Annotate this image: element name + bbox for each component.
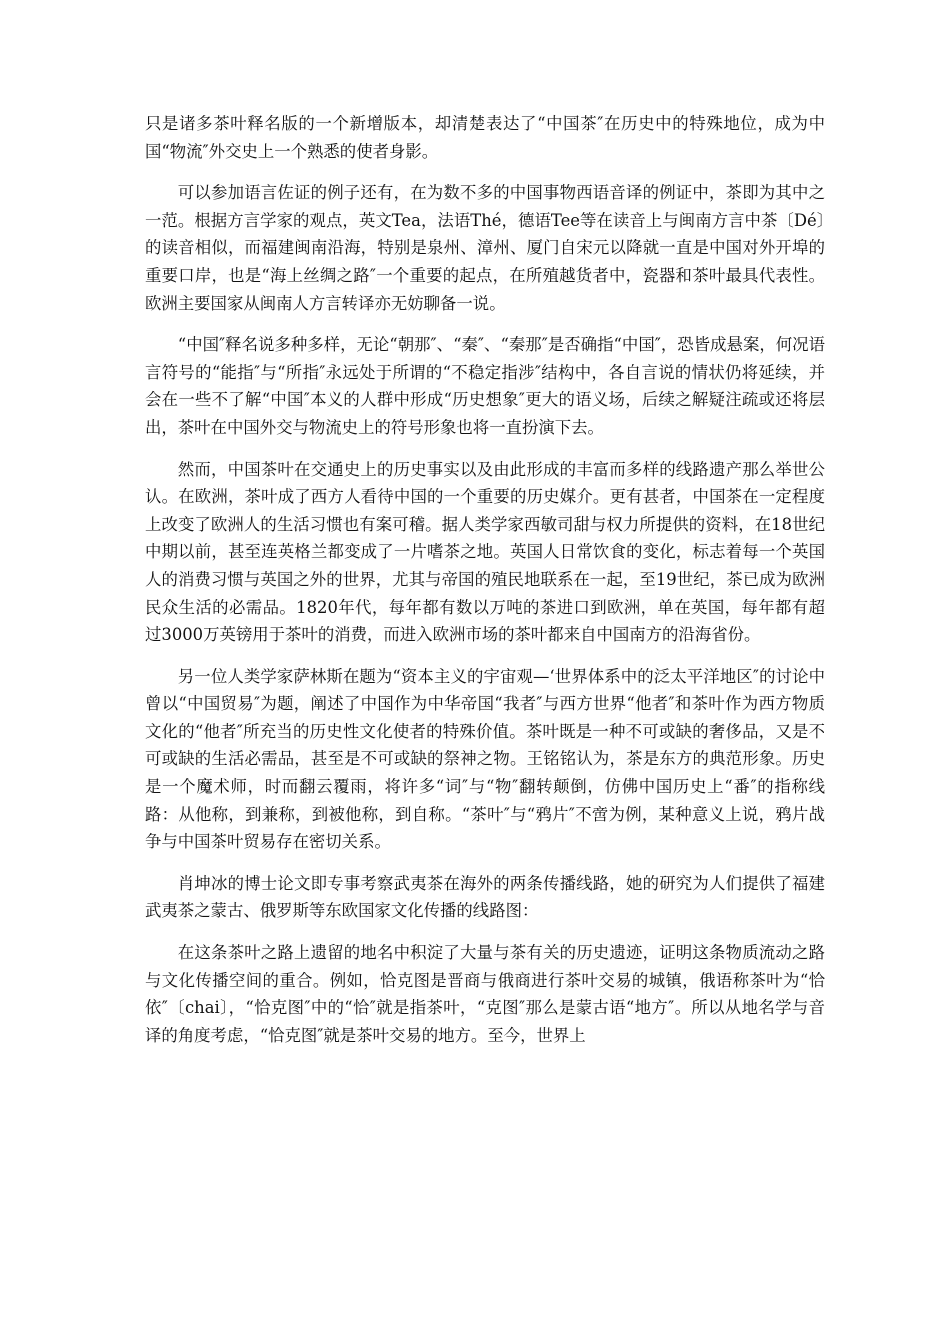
paragraph-2: 可以参加语言佐证的例子还有，在为数不多的中国事物西语音译的例证中，茶即为其中之一范。根据方言学家的观点，英文Tea，法语Thé，德语Tee等在读音上与闽南方言中茶〔Dé〕的读音相似，而福建闽南沿海，特别是泉州、漳州、厦门自宋元以降就一直是中国对外开埠的重要口岸，也是“海上丝绸之路″一个重要的起点，在所殖越货者中，瓷器和茶叶最具代表性。欧洲主要国家从闽南人方言转译亦无妨聊备一说。 [145, 183, 825, 313]
paragraph-4: 然而，中国茶叶在交通史上的历史事实以及由此形成的丰富而多样的线路遗产那么举世公认。在欧洲，茶叶成了西方人看待中国的一个重要的历史媒介。更有甚者，中国茶在一定程度上改变了欧洲人的生活习惯也有案可稽。据人类学家西敏司甜与权力所提供的资料，在18世纪中期以前，甚至连英格兰都变成了一片嗜茶之地。英国人日常饮食的变化，标志着每一个英国人的消费习惯与英国之外的世界，尤其与帝国的殖民地联系在一起，至19世纪，茶已成为欧洲民众生活的必需品。1820年代，每年都有数以万吨的茶进口到欧洲，单在英国，每年都有超过3000万英镑用于茶叶的消费，而进入欧洲市场的茶叶都来自中国南方的沿海省份。 [145, 459, 825, 645]
paragraph-6: 肖坤冰的博士论文即专事考察武夷茶在海外的两条传播线路，她的研究为人们提供了福建武夷茶之蒙古、俄罗斯等东欧国家文化传播的线路图： [145, 873, 825, 921]
paragraph-5: 另一位人类学家萨林斯在题为“资本主义的宇宙观—‘世界体系中的泛太平洋地区″的讨论中曾以“中国贸易″为题，阐述了中国作为中华帝国“我者″与西方世界“他者″和茶叶作为西方物质文化的“他者″所充当的历史性文化使者的特殊价值。茶叶既是一种不可或缺的奢侈品，又是不可或缺的生活必需品，甚至是不可或缺的祭神之物。王铭铭认为，茶是东方的典范形象。历史是一个魔术师，时而翻云覆雨，将许多“词″与“物″翻转颠倒，仿佛中国历史上“番″的指称线路：从他称，到兼称，到被他称，到自称。“茶叶″与“鸦片″不啻为例，某种意义上说，鸦片战争与中国茶叶贸易存在密切关系。 [145, 666, 825, 852]
paragraph-1: 只是诸多茶叶释名版的一个新增版本，却清楚表达了“中国茶″在历史中的特殊地位，成为中国“物流″外交史上一个熟悉的使者身影。 [145, 114, 825, 161]
document-page [145, 110, 825, 1063]
paragraph-3: “中国″释名说多种多样，无论“朝那″、“秦″、“秦那″是否确指“中国″，恐皆成悬案，何况语言符号的“能指″与“所指″永远处于所谓的“不稳定指涉″结构中，各自言说的情状仍将延续，并会在一些不了解“中国″本义的人群中形成“历史想象″更大的语义场，后续之解疑注疏或还将层出，茶叶在中国外交与物流史上的符号形象也将一直扮演下去。 [145, 335, 825, 437]
paragraph-7: 在这条茶叶之路上遗留的地名中积淀了大量与茶有关的历史遗迹，证明这条物质流动之路与文化传播空间的重合。例如，恰克图是晋商与俄商进行茶叶交易的城镇，俄语称茶叶为“恰依″〔chai〕，“恰克图″中的“恰″就是指茶叶，“克图″那么是蒙古语“地方″。所以从地名学与音译的角度考虑，“恰克图″就是茶叶交易的地方。至今，世界上 [145, 943, 825, 1045]
